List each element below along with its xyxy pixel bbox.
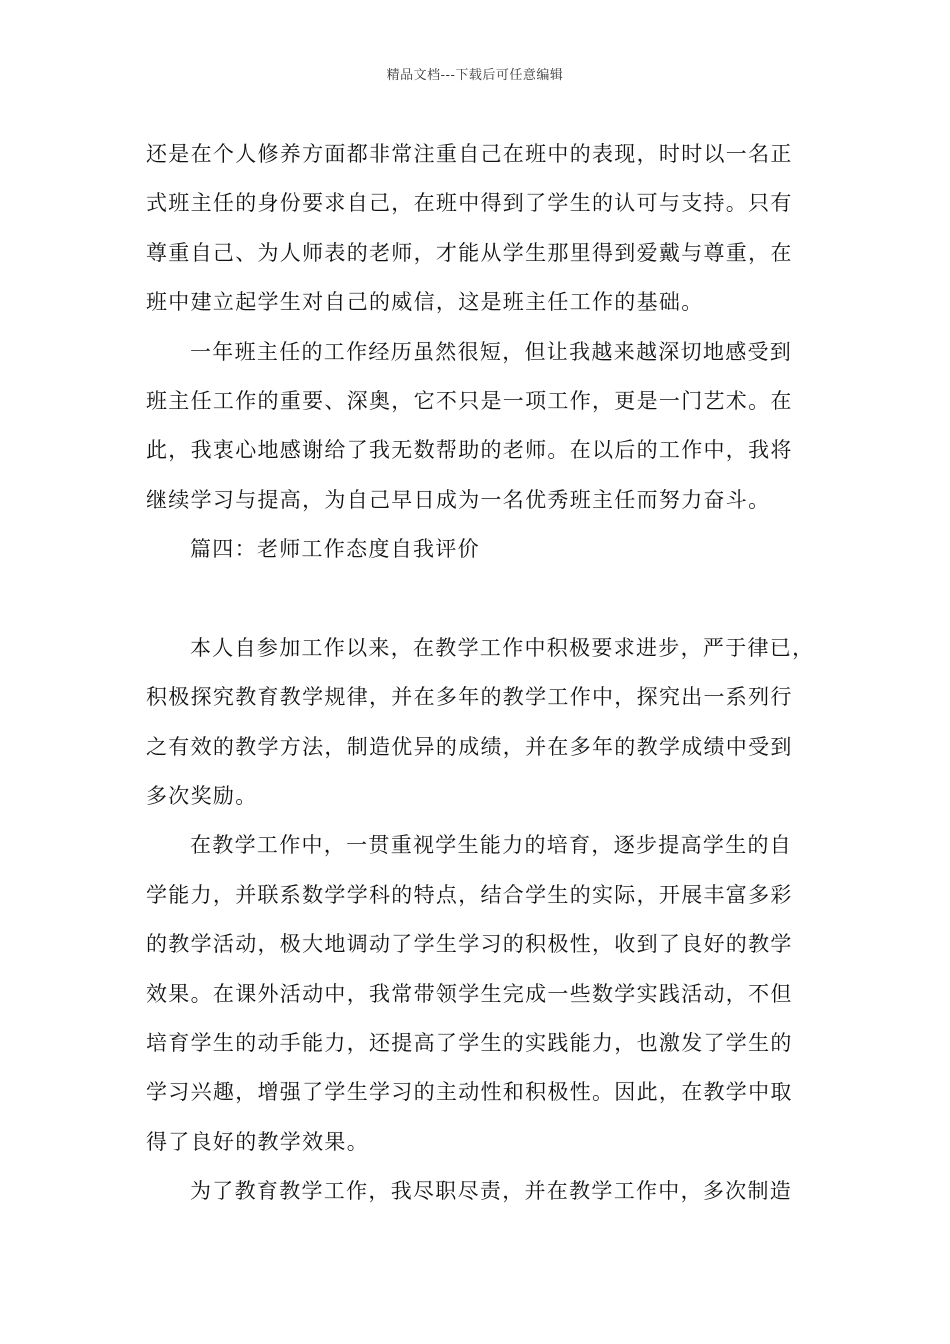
blank-line (146, 575, 810, 624)
text-line: 此，我衷心地感谢给了我无数帮助的老师。在以后的工作中，我将 (146, 438, 793, 463)
text-line: 学习兴趣，增强了学生学习的主动性和积极性。因此，在教学中取 (146, 1080, 793, 1105)
text-line: 本人自参加工作以来，在教学工作中积极要求进步，严于律已， (190, 635, 815, 660)
text-line: 之有效的教学方法，制造优异的成绩，并在多年的教学成绩中受到 (146, 734, 793, 759)
text-line: 效果。在课外活动中，我常带领学生完成一些数学实践活动，不但 (146, 981, 793, 1006)
text-line: 为了教育教学工作，我尽职尽责，并在教学工作中，多次制造 (190, 1179, 793, 1204)
text-line: 继续学习与提高，为自己早日成为一名优秀班主任而努力奋斗。 (146, 487, 771, 512)
text-line: 尊重自己、为人师表的老师，才能从学生那里得到爱戴与尊重，在 (146, 240, 793, 265)
text-line: 还是在个人修养方面都非常注重自己在班中的表现，时时以一名正 (146, 142, 793, 166)
text-line: 学能力，并联系数学学科的特点，结合学生的实际，开展丰富多彩 (146, 882, 793, 907)
text-line: 多次奖励。 (146, 784, 258, 809)
text-line: 一年班主任的工作经历虽然很短，但让我越来越深切地感受到 (190, 339, 793, 364)
text-line: 培育学生的动手能力，还提高了学生的实践能力，也激发了学生的 (146, 1031, 793, 1056)
text-line: 的教学活动，极大地调动了学生学习的积极性，收到了良好的教学 (146, 932, 793, 957)
text-line: 班主任工作的重要、深奥，它不只是一项工作，更是一门艺术。在 (146, 388, 793, 413)
text-line: 得了良好的教学效果。 (146, 1129, 369, 1154)
text-line: 在教学工作中，一贯重视学生能力的培育，逐步提高学生的自 (190, 833, 793, 858)
text-line: 班中建立起学生对自己的威信，这是班主任工作的基础。 (146, 290, 704, 315)
section-heading: 篇四：老师工作态度自我评价 (190, 537, 480, 562)
document-body (146, 130, 815, 1217)
text-line: 积极探究教育教学规律，并在多年的教学工作中，探究出一系列行 (146, 685, 793, 710)
text-line: 式班主任的身份要求自己，在班中得到了学生的认可与支持。只有 (146, 191, 793, 216)
page-header: 精品文档---下载后可任意编辑 (386, 68, 564, 83)
